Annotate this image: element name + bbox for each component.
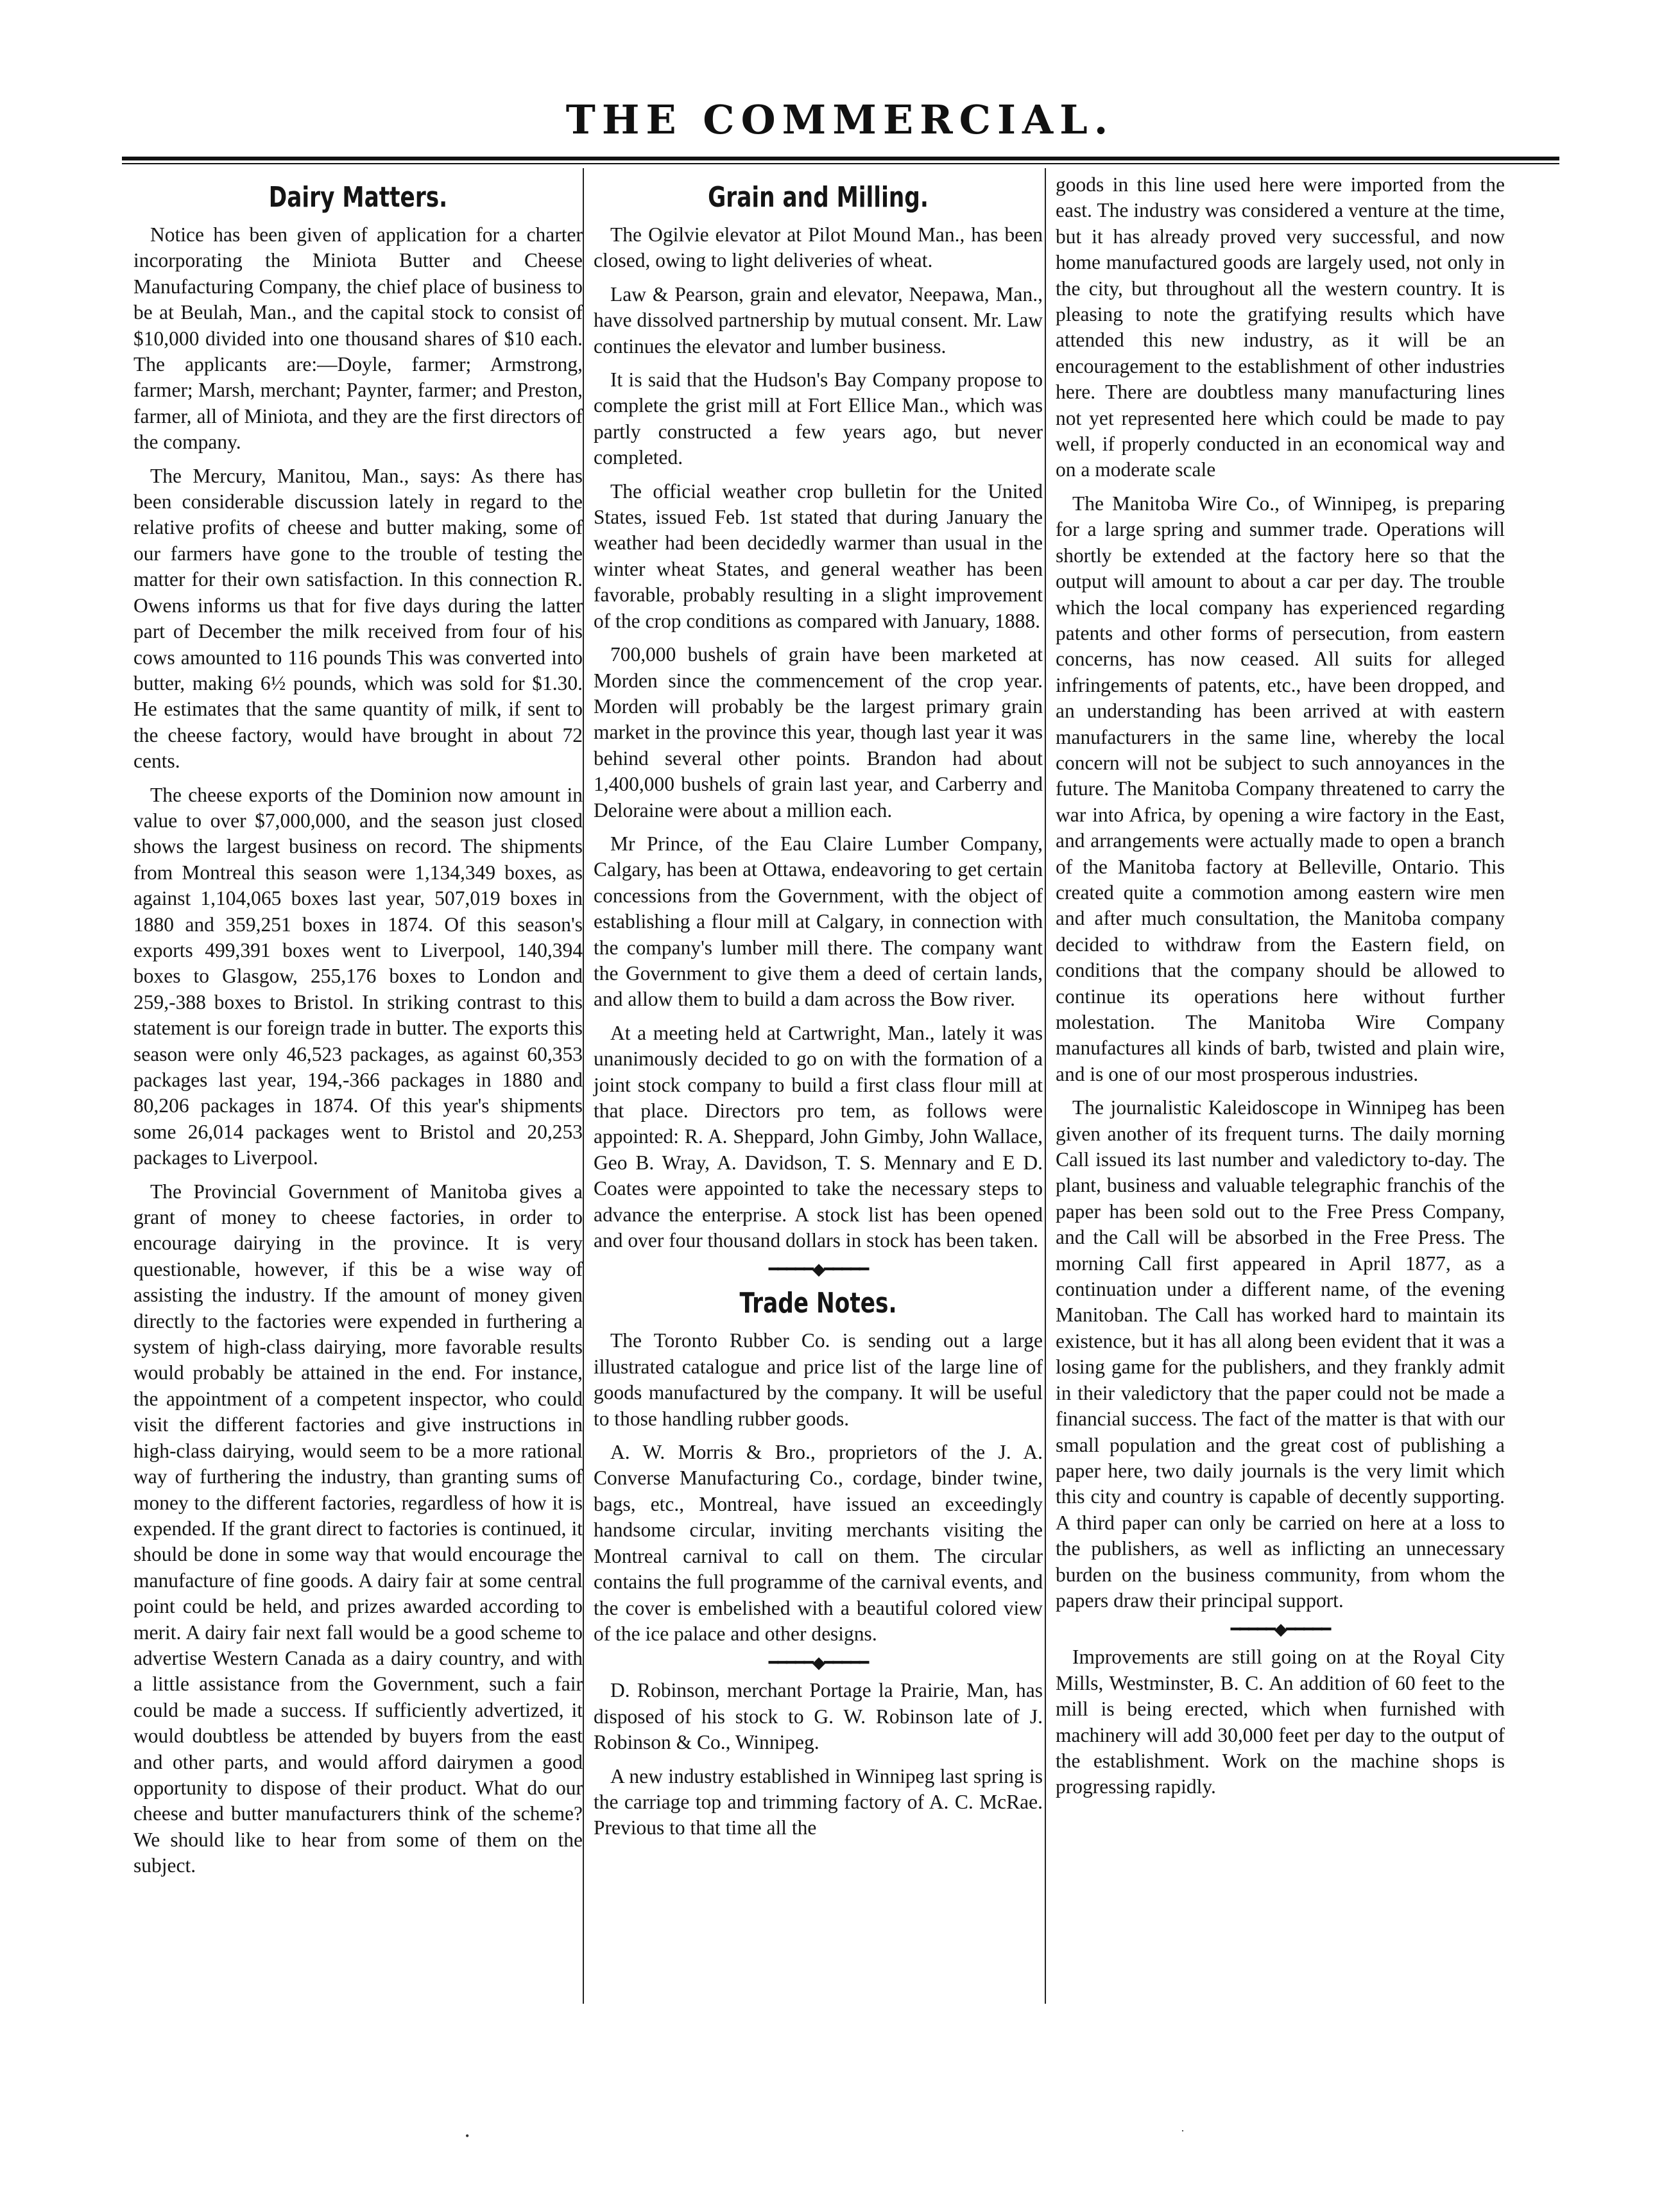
ornamental-divider: ━━━━━◆━━━━━ bbox=[1230, 1620, 1330, 1639]
article-paragraph: It is said that the Hudson's Bay Company propose to complete the grist mill at Fort Ellice Man., which was partly constructed a few years ago, but never completed. bbox=[594, 368, 1043, 469]
article-paragraph: 700,000 bushels of grain have been marketed at Morden since the commencement of the crop year. Morden will probably be the largest primary grain market in the province this year, though last year it was behind several other points. Brandon had about 1,400,000 bushels of grain last year, and Carberry and Deloraine were about a million each. bbox=[594, 643, 1043, 822]
article-paragraph: At a meeting held at Cartwright, Man., lately it was unanimously decided to go on with the formation of a joint stock company to build a first class flour mill at that place. Directors pro tem, as follows were appointed: R. A. Sheppard, John Gimby, John Wallace, Geo B. Wray, A. Davidson, T. S. Mennary and E D. Coates were appointed to take the necessary steps to advance the enterprise. A stock list has been opened and over four thousand dollars in stock has been taken. bbox=[594, 1021, 1043, 1252]
article-paragraph: The official weather crop bulletin for the United States, issued Feb. 1st stated that during January the weather had been decidedly warmer than usual in the winter wheat States, and general weather has been favorable, probably resulting in a slight improvement of the crop conditions as compared with January, 1888. bbox=[594, 479, 1043, 632]
column-2 bbox=[594, 172, 1043, 1849]
article-paragraph: The Mercury, Manitou, Man., says: As there has been considerable discussion lately in regard to the relative profits of cheese and butter making, some of our farmers have gone to the trouble of testing the matter for their own satisfaction. In this connection R. Owens informs us that for five days during the latter part of December the milk received from four of his cows amounted to 116 pounds This was converted into butter, making 6½ pounds, which was sold for $1.30. He estimates that the same quantity of milk, if sent to the cheese factory, would have brought in about 72 cents. bbox=[133, 464, 583, 773]
article-paragraph: goods in this line used here were imported from the east. The industry was considered a venture at the time, but it has already proved very successful, and now home manufactured goods are largely used, not only in the city, but throughout all the western country. It is pleasing to note the gratifying results which have attended this new industry, as it will be an encouragement to the establishment of other industries here. There are doubtless many manufacturing lines not yet represented here which could be made to pay well, if properly conducted in an economical way and on a moderate scale bbox=[1056, 173, 1505, 481]
article-paragraph: The journalistic Kaleidoscope in Winnipeg has been given another of its frequent turns. The daily morning Call issued its last number and valedictory to-day. The plant, business and valuable telegraphic franchis of the paper has been sold out to the Free Press Company, and the Call will be absorbed in the Free Press. The morning Call first appeared in April 1877, as a continuation under a different name, of the evening Manitoban. The Call has worked hard to maintain its existence, but it has all along been evident that it was a losing game for the publishers, and they frankly admit in their valedictory that the paper could not be made a financial success. The fact of the matter is that with our small population and the great cost of publishing a paper here, two daily journals is the very limit which this city and country is capable of decently supporting. A third paper can only be carried on here at a loss to the publishers, as well as inflicting an unnecessary burden on the business community, from whom the papers draw their principal support. bbox=[1056, 1096, 1505, 1612]
article-paragraph: The Provincial Government of Manitoba gives a grant of money to cheese factories, in order to encourage dairying in the province. It is very questionable, however, if this be a wise way of assisting the industry. If the amount of money given directly to the factories were expended in furthering a system of high-class dairying, more favorable results would probably be attained in the end. For instance, the appointment of a competent inspector, who could visit the different factories and give instructions in high-class dairying, would seem to be a more rational way of furthering the industry, than granting sums of money to the different factories, regardless of how it is expended. If the grant direct to factories is continued, it should be done in some way that would encourage the manufacture of fine goods. A dairy fair at some central point could be held, and prizes awarded according to merit. A dairy fair next fall would be a good scheme to advertise Western Canada as a dairy country, and with a little assistance from the Government, such a fair could be made a success. If sufficiently advertized, it would doubtless be attended by buyers from the east and other parts, and would afford dairymen a good opportunity to dispose of their product. What do our cheese and butter manufacturers think of the scheme? We should like to hear from some of them on the subject. bbox=[133, 1180, 583, 1877]
column-3 bbox=[1056, 172, 1505, 1808]
article-paragraph: A. W. Morris & Bro., proprietors of the J. A. Converse Manufacturing Co., cordage, binder twine, bags, etc., Montreal, have issued an exceedingly handsome circular, inviting merchants visiting the Montreal carnival to call on them. The circular contains the full programme of the carnival events, and the cover is embelished with a beautiful colored view of the ice palace and other designs. bbox=[594, 1441, 1043, 1645]
masthead: THE COMMERCIAL. bbox=[565, 96, 1115, 143]
article-paragraph: D. Robinson, merchant Portage la Prairie, Man, has disposed of his stock to G. W. Robinson late of J. Robinson & Co., Winnipeg. bbox=[594, 1679, 1043, 1754]
article-paragraph: Notice has been given of application for a charter incorporating the Miniota Butter and Cheese Manufacturing Company, the chief place of business to be at Beulah, Man., and the capital stock to consist of $10,000 divided into one thousand shares of $10 each. The applicants are:—Doyle, farmer; Armstrong, farmer; Marsh, merchant; Paynter, farmer; and Preston, farmer, all of Miniota, and they are the first directors of the company. bbox=[133, 223, 583, 454]
section-heading-grain: Grain and Milling. bbox=[708, 181, 929, 214]
ornamental-divider: ━━━━━◆━━━━━ bbox=[768, 1653, 868, 1673]
masthead-rule-thick bbox=[122, 157, 1559, 160]
masthead-rule-thin bbox=[122, 163, 1559, 164]
article-paragraph: The Ogilvie elevator at Pilot Mound Man., has been closed, owing to light deliveries of wheat. bbox=[594, 223, 1043, 272]
print-speck: · bbox=[1181, 2124, 1185, 2137]
article-paragraph: A new industry established in Winnipeg last spring is the carriage top and trimming factory of A. C. McRae. Previous to that time all the bbox=[594, 1764, 1043, 1839]
section-heading-dairy: Dairy Matters. bbox=[268, 181, 448, 214]
article-paragraph: Mr Prince, of the Eau Claire Lumber Company, Calgary, has been at Ottawa, endeavoring to get certain concessions from the Government, with the object of establishing a flour mill at Calgary, in connection with the company's lumber mill there. The company want the Government to give them a deed of certain lands, and allow them to build a dam across the Bow river. bbox=[594, 832, 1043, 1011]
column-divider bbox=[1045, 168, 1046, 2004]
ornamental-divider: ━━━━━◆━━━━━ bbox=[768, 1260, 868, 1279]
article-paragraph: The Toronto Rubber Co. is sending out a large illustrated catalogue and price list of the large line of goods manufactured by the company. It will be useful to those handling rubber goods. bbox=[594, 1329, 1043, 1430]
section-heading-trade: Trade Notes. bbox=[739, 1287, 897, 1320]
article-paragraph: Improvements are still going on at the Royal City Mills, Westminster, B. C. An addition of 60 feet to the mill is being erected, which when furnished with machinery will add 30,000 feet per day to the output of the establishment. Work on the machine shops is progressing rapidly. bbox=[1056, 1646, 1505, 1798]
column-1 bbox=[133, 172, 583, 1887]
article-paragraph: Law & Pearson, grain and elevator, Neepawa, Man., have dissolved partnership by mutual consent. Mr. Law continues the elevator and lumber business. bbox=[594, 282, 1043, 357]
print-speck: • bbox=[465, 2130, 470, 2142]
column-divider bbox=[583, 168, 584, 2004]
article-paragraph: The Manitoba Wire Co., of Winnipeg, is preparing for a large spring and summer trade. Operations will shortly be extended at the factory here so that the output will amount to about a car per day. The trouble which the local company has experienced regarding patents and other forms of persecution, from eastern concerns, has now ceased. All suits for alleged infringements of patents, etc., have been dropped, and an understanding has been arrived at with eastern manufacturers in the same line, whereby the local concern will not be subject to such annoyances in the future. The Manitoba Company threatened to carry the war into Africa, by opening a wire factory in the East, and arrangements were actually made to open a branch of the Manitoba factory at Belleville, Ontario. This created quite a commotion among eastern wire men and after much consultation, the Manitoba company decided to withdraw from the Eastern field, on conditions that the company should be allowed to continue its operations here without further molestation. The Manitoba Wire Company manufactures all kinds of barb, twisted and plain wire, and is one of our most prosperous industries. bbox=[1056, 492, 1505, 1085]
article-paragraph: The cheese exports of the Dominion now amount in value to over $7,000,000, and the season just closed shows the largest business on record. The shipments from Montreal this season were 1,134,349 boxes, as against 1,104,065 boxes last year, 507,019 boxes in 1880 and 359,251 boxes in 1874. Of this season's exports 499,391 boxes went to Liverpool, 140,394 boxes to Glasgow, 255,176 boxes to London and 259,-388 boxes to Bristol. In striking contrast to this statement is our foreign trade in butter. The exports this season were only 46,523 packages, as against 60,353 packages last year, 194,-366 packages in 1880 and 80,206 packages in 1874. Of this year's shipments some 26,014 packages went to Bristol and 20,253 packages to Liverpool. bbox=[133, 783, 583, 1169]
